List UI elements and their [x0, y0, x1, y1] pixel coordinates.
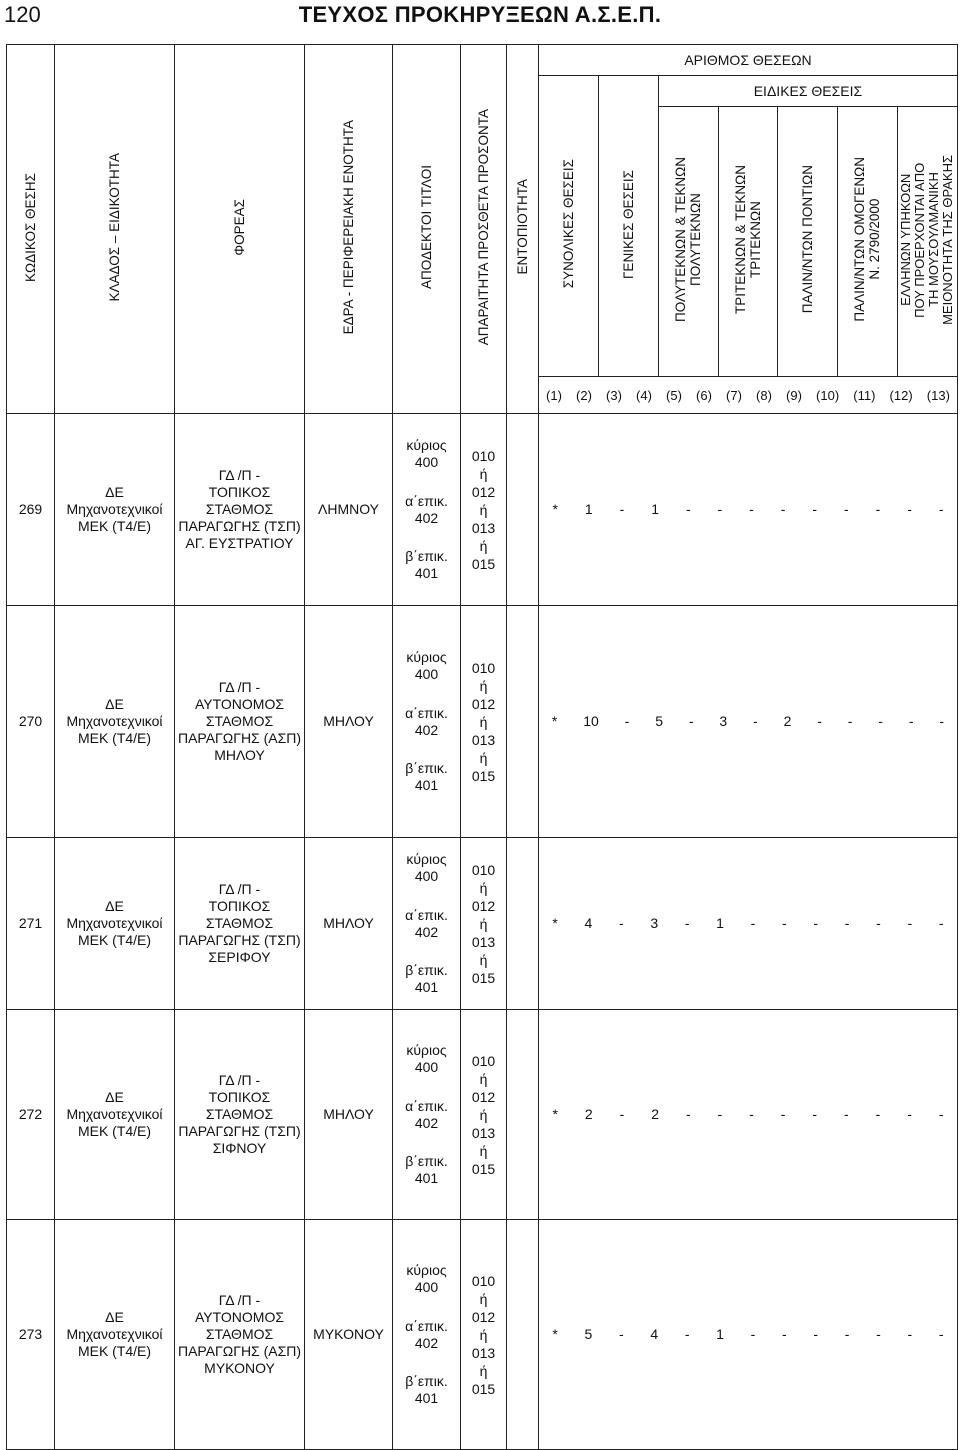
count-value: -: [939, 713, 945, 729]
header-counts-block: [539, 76, 958, 377]
count-value: 4: [650, 1326, 659, 1342]
count-value: -: [907, 1106, 912, 1122]
entopiotita-cell: [507, 606, 539, 838]
col-number: (6): [696, 387, 712, 403]
prosonta-cell: [461, 1010, 507, 1220]
category-b: β΄επικ. 401: [405, 1153, 448, 1186]
count-value: -: [876, 1326, 881, 1342]
col-number: (2): [576, 387, 592, 403]
entopiotita-cell: [507, 1010, 539, 1220]
titloi-cell: [393, 838, 461, 1010]
count-value: -: [844, 915, 850, 931]
prosonta-cell: [461, 1220, 507, 1450]
col-number: (10): [816, 387, 840, 403]
position-code: 270: [7, 606, 55, 838]
col-number: (7): [726, 387, 742, 403]
header-pontion: ΠΑΛΙΝ/ΝΤΩΝ ΠΟΝΤΙΩΝ: [778, 107, 838, 377]
count-value: -: [938, 501, 944, 517]
count-value: 1: [716, 1326, 724, 1342]
foreas-cell: ΓΔ /Π - ΤΟΠΙΚΟΣ ΣΤΑΘΜΟΣ ΠΑΡΑΓΩΓΗΣ (ΤΣΠ) ΣΕΡΙΦΟΥ: [175, 838, 305, 1010]
count-value: -: [618, 915, 624, 931]
prosonta-cell: [461, 414, 507, 606]
count-value: -: [782, 1326, 787, 1342]
count-value: -: [847, 713, 853, 729]
count-value: -: [908, 713, 914, 729]
position-code: 269: [7, 414, 55, 606]
header-row: [7, 45, 958, 76]
header-polyteknon: ΠΟΛΥΤΕΚΝΩΝ & ΤΕΚΝΩΝ ΠΟΛΥΤΕΚΝΩΝ: [658, 107, 718, 377]
col-number: (11): [853, 387, 876, 403]
count-value: 3: [650, 915, 659, 931]
count-value: *: [552, 1106, 558, 1122]
position-code: 272: [7, 1010, 55, 1220]
klados-cell: ΔΕ Μηχανοτεχνικοί ΜΕΚ (Τ4/Ε): [55, 414, 175, 606]
col-number: (9): [786, 387, 802, 403]
position-code: 273: [7, 1220, 55, 1450]
count-value: -: [878, 713, 883, 729]
page-title: ΤΕΥΧΟΣ ΠΡΟΚΗΡΥΞΕΩΝ Α.Σ.Ε.Π.: [298, 2, 662, 27]
header-genikes: ΓΕΝΙΚΕΣ ΘΕΣΕΙΣ: [599, 76, 659, 376]
count-value: -: [907, 501, 912, 517]
entopiotita-cell: [507, 1220, 539, 1450]
klados-cell: ΔΕ Μηχανοτεχνικοί ΜΕΚ (Τ4/Ε): [55, 1010, 175, 1220]
category-a: α΄επικ. 402: [405, 492, 448, 526]
count-value: -: [749, 501, 754, 517]
header-omogenon: ΠΑΛΙΝ/ΝΤΩΝ ΟΜΟΓΕΝΩΝ Ν. 2790/2000: [838, 107, 898, 377]
edra-cell: ΜΥΚΟΝΟΥ: [305, 1220, 393, 1450]
klados-cell: ΔΕ Μηχανοτεχνικοί ΜΕΚ (Τ4/Ε): [55, 1220, 175, 1450]
category-main: κύριος 400: [406, 851, 447, 884]
col-number: (12): [889, 387, 913, 403]
category-main: κύριος 400: [406, 437, 447, 470]
table-row: [7, 838, 958, 1010]
titloi-cell: [393, 1220, 461, 1450]
edra-cell: ΜΗΛΟΥ: [305, 838, 393, 1010]
titloi-cell: [393, 414, 461, 606]
header-eidikes: ΕΙΔΙΚΕΣ ΘΕΣΕΙΣ: [658, 76, 957, 107]
header-arithmos: ΑΡΙΘΜΟΣ ΘΕΣΕΩΝ: [539, 45, 958, 76]
counts-cell: [539, 838, 958, 1010]
count-value: 1: [584, 501, 593, 517]
position-code: 271: [7, 838, 55, 1010]
count-value: -: [780, 1106, 786, 1122]
col-number: (5): [666, 387, 682, 403]
counts-values: [539, 501, 957, 518]
col-number: (13): [926, 387, 950, 403]
edra-cell: ΛΗΜΝΟΥ: [305, 414, 393, 606]
count-value: *: [552, 1326, 558, 1342]
count-value: 5: [655, 713, 663, 729]
page-number: 120: [4, 2, 41, 27]
header-code: ΚΩΔΙΚΟΣ ΘΕΣΗΣ: [7, 45, 55, 414]
edra-cell: ΜΗΛΟΥ: [305, 606, 393, 838]
header-titloi: ΑΠΟΔΕΚΤΟΙ ΤΙΤΛΟΙ: [393, 45, 461, 414]
counts-values: [539, 915, 957, 932]
category-b: β΄επικ. 401: [405, 760, 448, 793]
count-value: -: [843, 1106, 849, 1122]
counts-values: [539, 713, 957, 730]
count-value: -: [750, 915, 756, 931]
count-value: 1: [716, 915, 724, 931]
header-triteknon: ΤΡΙΤΕΚΝΩΝ & ΤΕΚΝΩΝ ΤΡΙΤΕΚΝΩΝ: [718, 107, 778, 377]
count-value: 1: [651, 501, 659, 517]
count-value: 2: [584, 1106, 593, 1122]
foreas-cell: ΓΔ /Π - ΑΥΤΟΝΟΜΟΣ ΣΤΑΘΜΟΣ ΠΑΡΑΓΩΓΗΣ (ΑΣΠ) ΜΗΛΟΥ: [175, 606, 305, 838]
count-value: -: [812, 501, 818, 517]
prosonta-cell: [461, 838, 507, 1010]
edra-cell: ΜΗΛΟΥ: [305, 1010, 393, 1220]
count-value: -: [782, 915, 787, 931]
category-b: β΄επικ. 401: [405, 1373, 448, 1406]
prosonta-codes: 010 ή 012 ή 013 ή 015: [471, 861, 496, 986]
header-entopiotita: ΕΝΤΟΠΙΟΤΗΤΑ: [507, 45, 539, 414]
table-row: [7, 414, 958, 606]
count-value: -: [717, 1106, 723, 1122]
foreas-cell: ΓΔ /Π - ΤΟΠΙΚΟΣ ΣΤΑΘΜΟΣ ΠΑΡΑΓΩΓΗΣ (ΤΣΠ) ΑΓ. ΕΥΣΤΡΑΤΙΟΥ: [175, 414, 305, 606]
header-ellinon: ΕΛΛΗΝΩΝ ΥΠΗΚΟΩΝ ΠΟΥ ΠΡΟΕΡΧΟΝΤΑΙ ΑΠΟ ΤΗ ΜΟΥΣΟΥΛΜΑΝΙΚΗ ΜΕΙΟΝΟΤΗΤΑ ΤΗΣ ΘΡΑΚΗΣ: [898, 154, 956, 325]
count-value: -: [907, 915, 913, 931]
category-a: α΄επικ. 402: [405, 704, 448, 738]
counts-cell: [539, 1010, 958, 1220]
header-col-numbers: [539, 377, 958, 414]
foreas-cell: ΓΔ /Π - ΤΟΠΙΚΟΣ ΣΤΑΘΜΟΣ ΠΑΡΑΓΩΓΗΣ (ΤΣΠ) ΣΙΦΝΟΥ: [175, 1010, 305, 1220]
col-number: (4): [636, 387, 652, 403]
count-value: -: [684, 1326, 690, 1342]
counts-values: [539, 1326, 957, 1343]
klados-cell: ΔΕ Μηχανοτεχνικοί ΜΕΚ (Τ4/Ε): [55, 606, 175, 838]
category-main: κύριος 400: [406, 1042, 447, 1075]
foreas-cell: ΓΔ /Π - ΑΥΤΟΝΟΜΟΣ ΣΤΑΘΜΟΣ ΠΑΡΑΓΩΓΗΣ (ΑΣΠ) ΜΥΚΟΝΟΥ: [175, 1220, 305, 1450]
count-value: -: [624, 713, 630, 729]
count-value: -: [688, 713, 694, 729]
header-klados: ΚΛΑΔΟΣ – ΕΙΔΙΚΟΤΗΤΑ: [55, 45, 175, 414]
count-value: -: [813, 915, 819, 931]
category-b: β΄επικ. 401: [405, 548, 448, 581]
header-edra: ΕΔΡΑ - ΠΕΡΙΦΕΡΕΙΑΚΗ ΕΝΟΤΗΤΑ: [305, 45, 393, 414]
col-number: (1): [546, 387, 562, 403]
category-a: α΄επικ. 402: [405, 1317, 448, 1351]
count-value: -: [938, 915, 944, 931]
count-value: -: [685, 501, 691, 517]
category-a: α΄επικ. 402: [405, 906, 448, 940]
count-value: -: [619, 1106, 625, 1122]
count-value: 4: [584, 915, 593, 931]
entopiotita-cell: [507, 414, 539, 606]
table-row: [7, 1220, 958, 1450]
prosonta-cell: [461, 606, 507, 838]
col-number: (3): [606, 387, 622, 403]
count-value: -: [684, 915, 690, 931]
counts-cell: [539, 606, 958, 838]
klados-cell: ΔΕ Μηχανοτεχνικοί ΜΕΚ (Τ4/Ε): [55, 838, 175, 1010]
count-value: -: [875, 501, 881, 517]
titloi-cell: [393, 606, 461, 838]
count-value: 3: [719, 713, 728, 729]
count-value: 5: [584, 1326, 593, 1342]
col-number: (8): [756, 387, 772, 403]
count-value: -: [618, 1326, 624, 1342]
prosonta-codes: 010 ή 012 ή 013 ή 015: [471, 659, 496, 784]
count-value: 10: [583, 713, 599, 729]
table-row: [7, 1010, 958, 1220]
count-value: *: [551, 713, 558, 729]
counts-cell: [539, 414, 958, 606]
category-main: κύριος 400: [406, 1262, 447, 1295]
titloi-cell: [393, 1010, 461, 1220]
category-a: α΄επικ. 402: [405, 1097, 448, 1131]
category-main: κύριος 400: [406, 649, 447, 682]
count-value: -: [817, 713, 822, 729]
count-value: -: [749, 1106, 754, 1122]
count-value: -: [876, 915, 881, 931]
count-value: -: [780, 501, 786, 517]
header-prosonta: ΑΠΑΡΑΙΤΗΤΑ ΠΡΟΣΘΕΤΑ ΠΡΟΣΟΝΤΑ: [461, 45, 507, 414]
count-value: -: [844, 1326, 850, 1342]
count-value: -: [812, 1106, 818, 1122]
count-value: -: [938, 1326, 944, 1342]
count-value: -: [753, 713, 758, 729]
count-value: -: [717, 501, 723, 517]
entopiotita-cell: [507, 838, 539, 1010]
header-synolikes: ΣΥΝΟΛΙΚΕΣ ΘΕΣΕΙΣ: [539, 76, 599, 376]
count-value: *: [552, 501, 558, 517]
count-value: -: [907, 1326, 913, 1342]
prosonta-codes: 010 ή 012 ή 013 ή 015: [471, 1272, 496, 1397]
table-row: [7, 606, 958, 838]
count-value: -: [875, 1106, 881, 1122]
count-value: 2: [651, 1106, 659, 1122]
count-value: -: [938, 1106, 944, 1122]
count-value: -: [750, 1326, 756, 1342]
prosonta-codes: 010 ή 012 ή 013 ή 015: [471, 447, 496, 572]
count-value: -: [619, 501, 625, 517]
counts-values: [539, 1106, 957, 1123]
count-value: *: [552, 915, 558, 931]
count-value: -: [843, 501, 849, 517]
positions-table: [6, 44, 958, 1450]
prosonta-codes: 010 ή 012 ή 013 ή 015: [471, 1052, 496, 1177]
counts-cell: [539, 1220, 958, 1450]
count-value: 2: [783, 713, 792, 729]
header-foreas: ΦΟΡΕΑΣ: [175, 45, 305, 414]
count-value: -: [685, 1106, 691, 1122]
category-b: β΄επικ. 401: [405, 962, 448, 995]
count-value: -: [813, 1326, 819, 1342]
